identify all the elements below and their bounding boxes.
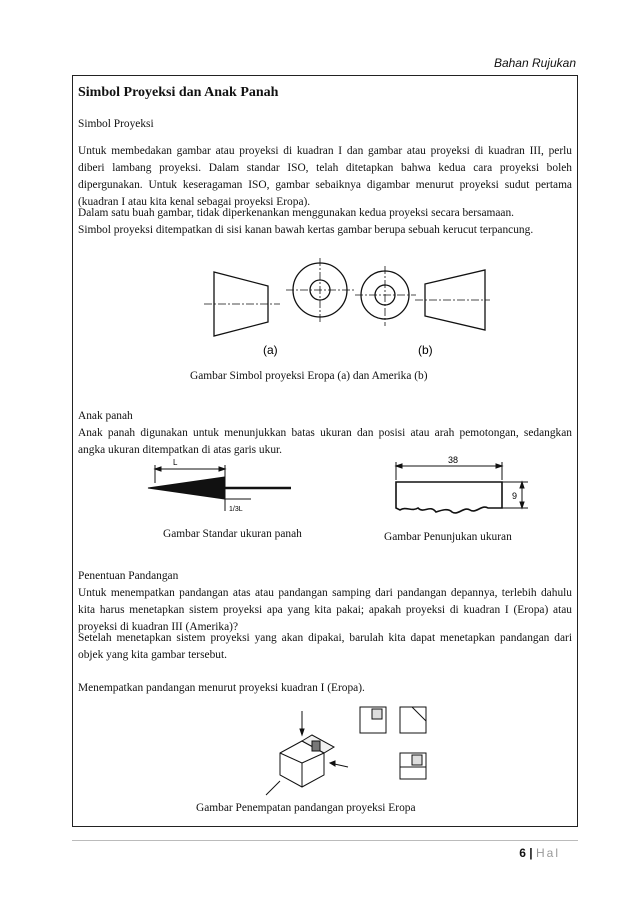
projection-symbols-figure	[200, 262, 490, 362]
page-separator: |	[529, 846, 533, 860]
fig3-caption: Gambar Penunjukan ukuran	[384, 531, 512, 543]
fig1-caption: Gambar Simbol proyeksi Eropa (a) dan Amerika (b)	[190, 370, 428, 382]
paragraph-anak-panah: Anak panah digunakan untuk menunjukkan batas ukuran dan posisi atau arah pemotongan, sedangkan angka ukuran ditempatkan di atas garis ukur.	[78, 427, 572, 456]
paragraph-proyeksi-rule: Dalam satu buah gambar, tidak diperkenankan menggunakan kedua proyeksi secara bersamaan.	[78, 207, 515, 219]
paragraph-pandangan-eropa: Menempatkan pandangan menurut proyeksi kuadran I (Eropa).	[78, 682, 365, 694]
fig3-label-9: 9	[512, 491, 518, 501]
dimension-figure	[390, 452, 540, 524]
arrow-standard-figure	[143, 455, 293, 515]
paragraph-proyeksi-intro: Untuk membedakan gambar atau proyeksi di kuadran I dan gambar atau proyeksi di kuadran III, perlu diberi lambang proyeksi. Dalam standar ISO, telah ditetapkan bahwa kedua cara proyeksi boleh dipergunakan. Untuk keseragaman ISO, gambar sebaiknya digambar menurut proyeksi sudut pertama (kuadran I atau kita kenal sebagai proyeksi Eropa).	[78, 145, 572, 208]
isometric-projection-figure	[262, 703, 462, 801]
footer-divider	[72, 840, 578, 841]
page-number: 6	[519, 846, 526, 860]
running-header: Bahan Rujukan	[493, 56, 576, 70]
paragraph-proyeksi-symbol: Simbol proyeksi ditempatkan di sisi kanan bawah kertas gambar berupa sebuah kerucut terpancung.	[78, 224, 534, 236]
fig2-label-frac: 1/3L	[229, 506, 243, 513]
fig2-label-l: L	[173, 458, 178, 467]
section-title: Simbol Proyeksi dan Anak Panah	[78, 85, 279, 100]
paragraph-pandangan-setelah: Setelah menetapkan sistem proyeksi yang akan dipakai, barulah kita dapat menetapkan pandangan dari objek yang kita gambar tersebut.	[78, 632, 572, 661]
fig1-label-a: (a)	[263, 343, 278, 357]
fig3-label-38: 38	[448, 455, 459, 465]
fig1-label-b: (b)	[418, 343, 433, 357]
page-footer	[519, 846, 560, 860]
fig2-caption: Gambar Standar ukuran panah	[163, 528, 302, 540]
fig4-caption: Gambar Penempatan pandangan proyeksi Eropa	[196, 802, 416, 814]
subheading-simbol-proyeksi: Simbol Proyeksi	[78, 118, 154, 130]
paragraph-pandangan-intro: Untuk menempatkan pandangan atas atau pandangan samping dari pandangan depannya, terlebih dahulu kita harus menetapkan sistem proyeksi apa yang kita pakai; apakah proyeksi di kuadran I (Eropa) atau proyeksi di kuadran III (Amerika)?	[78, 587, 572, 633]
subheading-anak-panah: Anak panah	[78, 410, 133, 422]
subheading-penentuan-pandangan: Penentuan Pandangan	[78, 570, 179, 582]
page-hal-label: Hal	[535, 846, 560, 860]
